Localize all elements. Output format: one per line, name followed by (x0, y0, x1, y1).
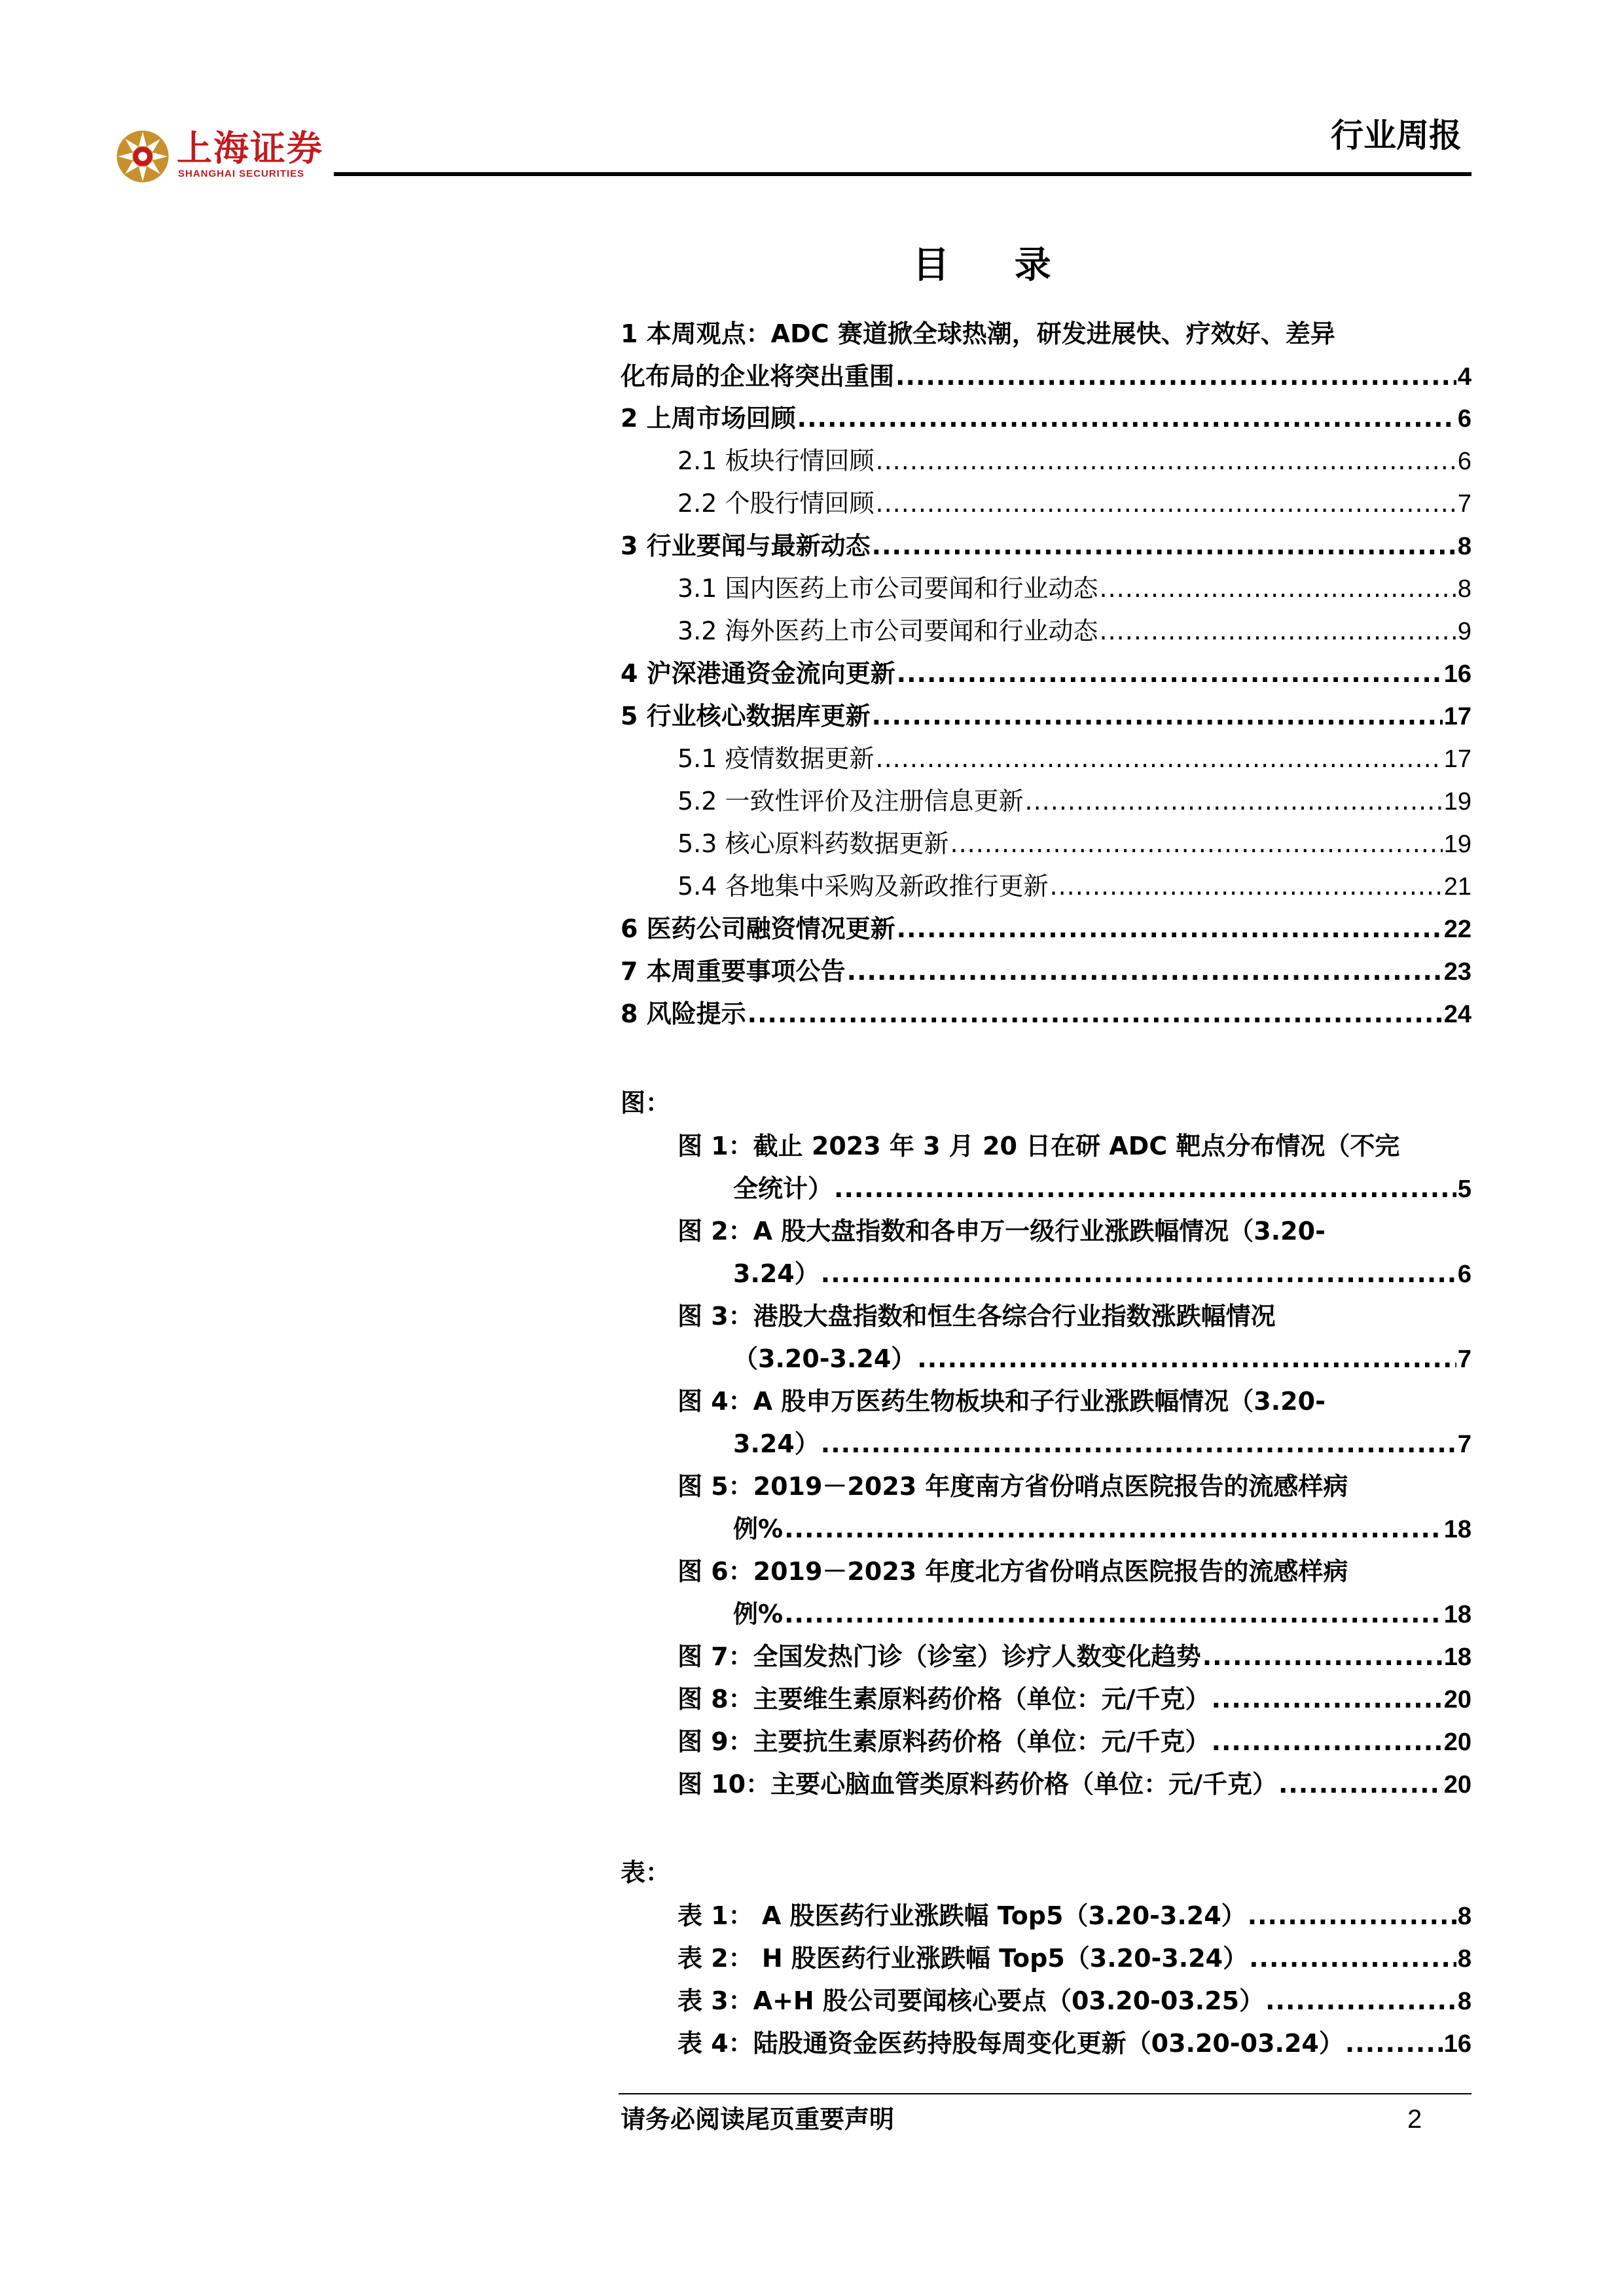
figure-entry-6-line1[interactable]: 图 6：2019－2023 年度北方省份哨点医院报告的流感样病 (677, 1557, 1348, 1586)
table-entry-2[interactable]: 表 2： H 股医药行业涨跌幅 Top5（3.20-3.24） ..... 8 (677, 1942, 1471, 1975)
toc-entry-4[interactable]: 4 沪深港通资金流向更新 ..... 16 (621, 657, 1471, 690)
toc-entry-2-1[interactable]: 2.1 板块行情回顾 ..... 6 (677, 444, 1471, 477)
tables-section-label: 表： (621, 1858, 671, 1887)
toc-entry-5-4[interactable]: 5.4 各地集中采购及新政推行更新 ..... 21 (677, 870, 1471, 903)
figure-entry-9[interactable]: 图 9：主要抗生素原料药价格（单位：元/千克） ..... 20 (677, 1725, 1471, 1758)
page-number: 2 (1407, 2105, 1422, 2134)
shanghai-securities-logo-icon (115, 128, 171, 185)
footer-divider (619, 2093, 1471, 2094)
toc-entry-2[interactable]: 2 上周市场回顾 ..... 6 (621, 402, 1471, 435)
figure-entry-5[interactable]: 例% ..... 18 (733, 1513, 1471, 1545)
figure-entry-1-line1[interactable]: 图 1：截止 2023 年 3 月 20 日在研 ADC 靶点分布情况（不完 (677, 1132, 1400, 1160)
brand-name-cn: 上海证券 (177, 128, 323, 169)
figure-entry-10[interactable]: 图 10：主要心脑血管类原料药价格（单位：元/千克） ..... 20 (677, 1768, 1471, 1801)
toc-entry-5-3[interactable]: 5.3 核心原料药数据更新 ..... 19 (677, 827, 1471, 860)
header-divider (334, 172, 1471, 176)
figures-section-label: 图： (621, 1088, 671, 1117)
figure-entry-3-line1[interactable]: 图 3：港股大盘指数和恒生各综合行业指数涨跌幅情况 (677, 1302, 1276, 1331)
brand-name-en: SHANGHAI SECURITIES (178, 168, 305, 179)
figure-entry-6[interactable]: 例% ..... 18 (733, 1598, 1471, 1630)
toc-entry-3[interactable]: 3 行业要闻与最新动态 ..... 8 (621, 529, 1471, 562)
toc-entry-8[interactable]: 8 风险提示 ..... 24 (621, 997, 1471, 1030)
toc-entry-5-1[interactable]: 5.1 疫情数据更新 ..... 17 (677, 742, 1471, 775)
toc-entry-2-2[interactable]: 2.2 个股行情回顾 ..... 7 (677, 487, 1471, 520)
figure-entry-4[interactable]: 3.24） ..... 7 (733, 1427, 1471, 1460)
toc-entry-3-2[interactable]: 3.2 海外医药上市公司要闻和行业动态 ..... 9 (677, 615, 1471, 647)
toc-entry-5-2[interactable]: 5.2 一致性评价及注册信息更新 ..... 19 (677, 785, 1471, 817)
table-entry-1[interactable]: 表 1： A 股医药行业涨跌幅 Top5（3.20-3.24） ..... 8 (677, 1899, 1471, 1932)
toc-title: 目 录 (912, 244, 1077, 287)
table-entry-3[interactable]: 表 3：A+H 股公司要闻核心要点（03.20-03.25） ..... 8 (677, 1984, 1471, 2017)
leader-dots (895, 360, 1456, 393)
toc-entry-1-line1[interactable]: 1 本周观点：ADC 赛道掀全球热潮，研发进展快、疗效好、差异 (621, 319, 1335, 348)
toc-entry-1[interactable]: 化布局的企业将突出重围 ..... 4 (621, 360, 1471, 393)
footer-disclaimer: 请务必阅读尾页重要声明 (621, 2105, 895, 2134)
table-entry-4[interactable]: 表 4：陆股通资金医药持股每周变化更新（03.20-03.24） ..... 16 (677, 2027, 1471, 2060)
report-type-label: 行业周报 (1331, 117, 1462, 154)
figure-entry-4-line1[interactable]: 图 4：A 股申万医药生物板块和子行业涨跌幅情况（3.20- (677, 1387, 1326, 1416)
toc-entry-3-1[interactable]: 3.1 国内医药上市公司要闻和行业动态 ..... 8 (677, 572, 1471, 605)
figure-entry-2[interactable]: 3.24） ..... 6 (733, 1257, 1471, 1290)
figure-entry-1[interactable]: 全统计） ..... 5 (733, 1172, 1471, 1205)
figure-entry-3[interactable]: （3.20-3.24） ..... 7 (733, 1342, 1471, 1375)
figure-entry-8[interactable]: 图 8：主要维生素原料药价格（单位：元/千克） ..... 20 (677, 1683, 1471, 1715)
figure-entry-7[interactable]: 图 7：全国发热门诊（诊室）诊疗人数变化趋势 ..... 18 (677, 1640, 1471, 1673)
toc-entry-5[interactable]: 5 行业核心数据库更新 ..... 17 (621, 700, 1471, 732)
figure-entry-5-line1[interactable]: 图 5：2019－2023 年度南方省份哨点医院报告的流感样病 (677, 1472, 1348, 1501)
toc-entry-7[interactable]: 7 本周重要事项公告 ..... 23 (621, 955, 1471, 988)
figure-entry-2-line1[interactable]: 图 2：A 股大盘指数和各申万一级行业涨跌幅情况（3.20- (677, 1217, 1326, 1246)
toc-entry-6[interactable]: 6 医药公司融资情况更新 ..... 22 (621, 912, 1471, 945)
